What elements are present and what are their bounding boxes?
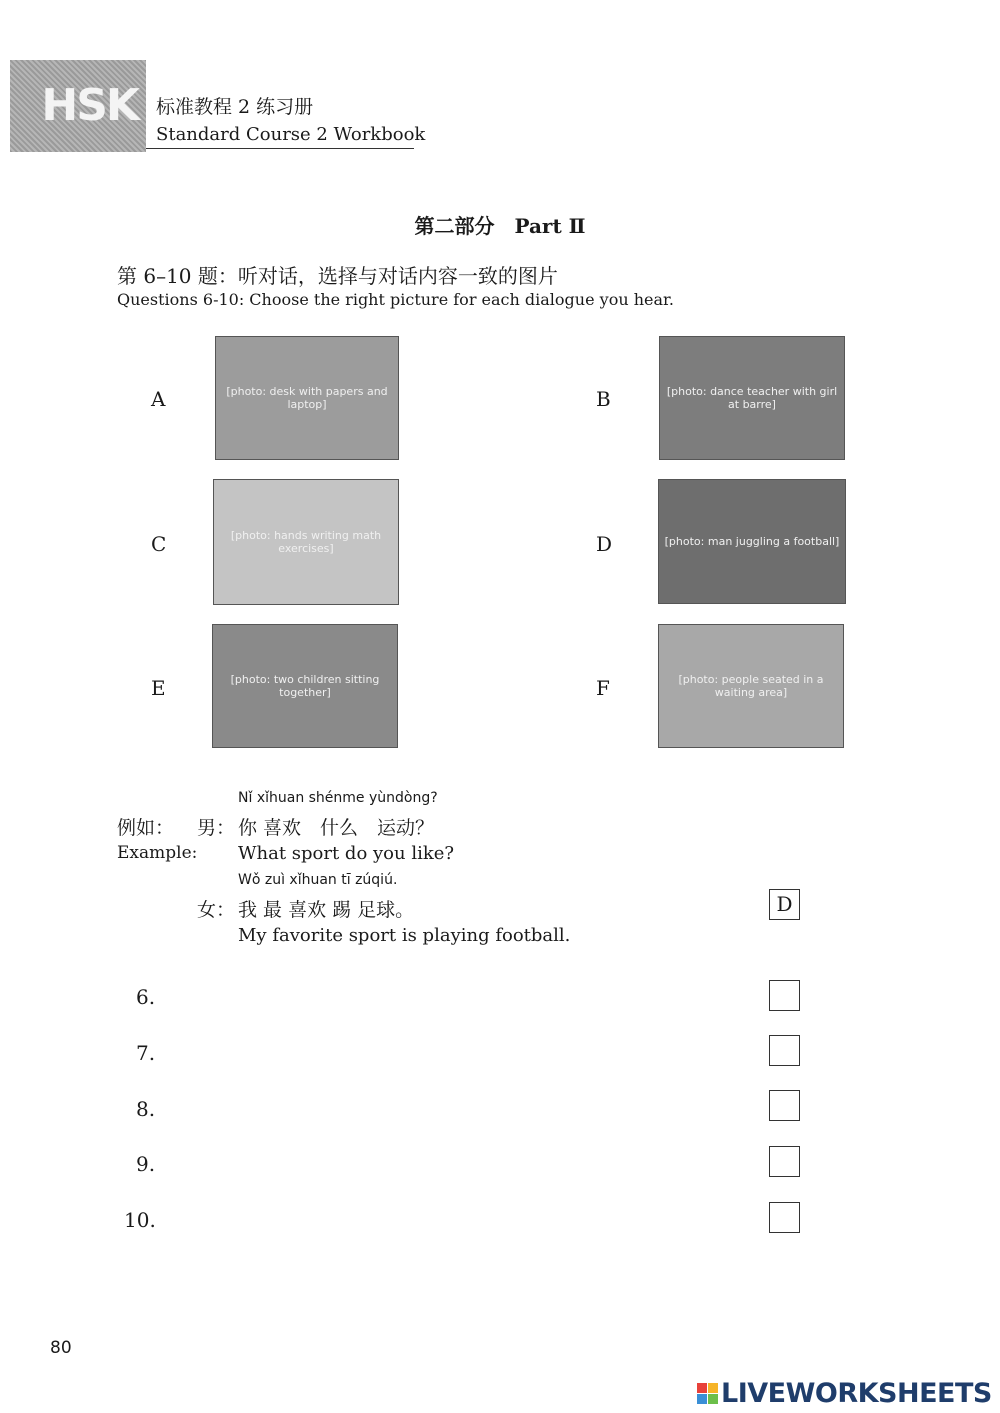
option-letter-a: A <box>151 387 166 411</box>
instruction-english: Questions 6-10: Choose the right picture for each dialogue you hear. <box>117 290 675 309</box>
section-title: 第二部分 Part Ⅱ <box>414 214 586 238</box>
option-image-d: [photo: man juggling a football] <box>658 479 846 604</box>
option-letter-e: E <box>151 676 166 700</box>
option-letter-c: C <box>151 532 167 556</box>
option-image-f: [photo: people seated in a waiting area] <box>658 624 844 748</box>
example-answer-box: D <box>769 889 800 920</box>
example-man-english: What sport do you like? <box>238 843 455 864</box>
answer-box-8[interactable] <box>769 1090 800 1121</box>
question-number-8: 8. <box>136 1097 156 1121</box>
answer-box-9[interactable] <box>769 1146 800 1177</box>
example-man-speaker: 男： <box>197 817 236 839</box>
book-title-chinese: 标准教程 2 练习册 <box>156 96 314 118</box>
question-number-7: 7. <box>136 1041 156 1065</box>
example-woman-english: My favorite sport is playing football. <box>238 925 571 946</box>
liveworksheets-logo-icon <box>697 1383 718 1404</box>
example-man-chinese: 你 喜欢 什么 运动？ <box>238 817 435 839</box>
liveworksheets-brand[interactable] <box>697 1378 992 1409</box>
option-image-b: [photo: dance teacher with girl at barre] <box>659 336 845 460</box>
question-number-6: 6. <box>136 985 156 1009</box>
answer-box-6[interactable] <box>769 980 800 1011</box>
answer-box-7[interactable] <box>769 1035 800 1066</box>
option-image-c: [photo: hands writing math exercises] <box>213 479 399 605</box>
question-number-9: 9. <box>136 1152 156 1176</box>
hsk-logo: HSK <box>10 60 146 152</box>
option-image-a: [photo: desk with papers and laptop] <box>215 336 399 460</box>
header-divider <box>146 148 414 149</box>
answer-box-10[interactable] <box>769 1202 800 1233</box>
example-label-english: Example: <box>117 843 198 863</box>
example-woman-chinese: 我 最 喜欢 踢 足球。 <box>238 899 415 921</box>
page-number: 80 <box>50 1338 72 1358</box>
example-woman-pinyin: Wǒ zuì xǐhuan tī zúqiú. <box>238 872 398 888</box>
example-label-chinese: 例如： <box>117 817 175 839</box>
book-title-english: Standard Course 2 Workbook <box>156 124 426 145</box>
example-man-pinyin: Nǐ xǐhuan shénme yùndòng? <box>238 790 438 806</box>
option-letter-b: B <box>596 387 611 411</box>
question-number-10: 10. <box>124 1208 156 1232</box>
option-letter-f: F <box>596 676 610 700</box>
liveworksheets-logo-text: LIVEWORKSHEETS <box>721 1378 992 1409</box>
example-woman-speaker: 女： <box>197 899 236 921</box>
option-letter-d: D <box>596 532 613 556</box>
instruction-chinese: 第 6–10 题：听对话，选择与对话内容一致的图片 <box>117 264 558 288</box>
option-image-e: [photo: two children sitting together] <box>212 624 398 748</box>
